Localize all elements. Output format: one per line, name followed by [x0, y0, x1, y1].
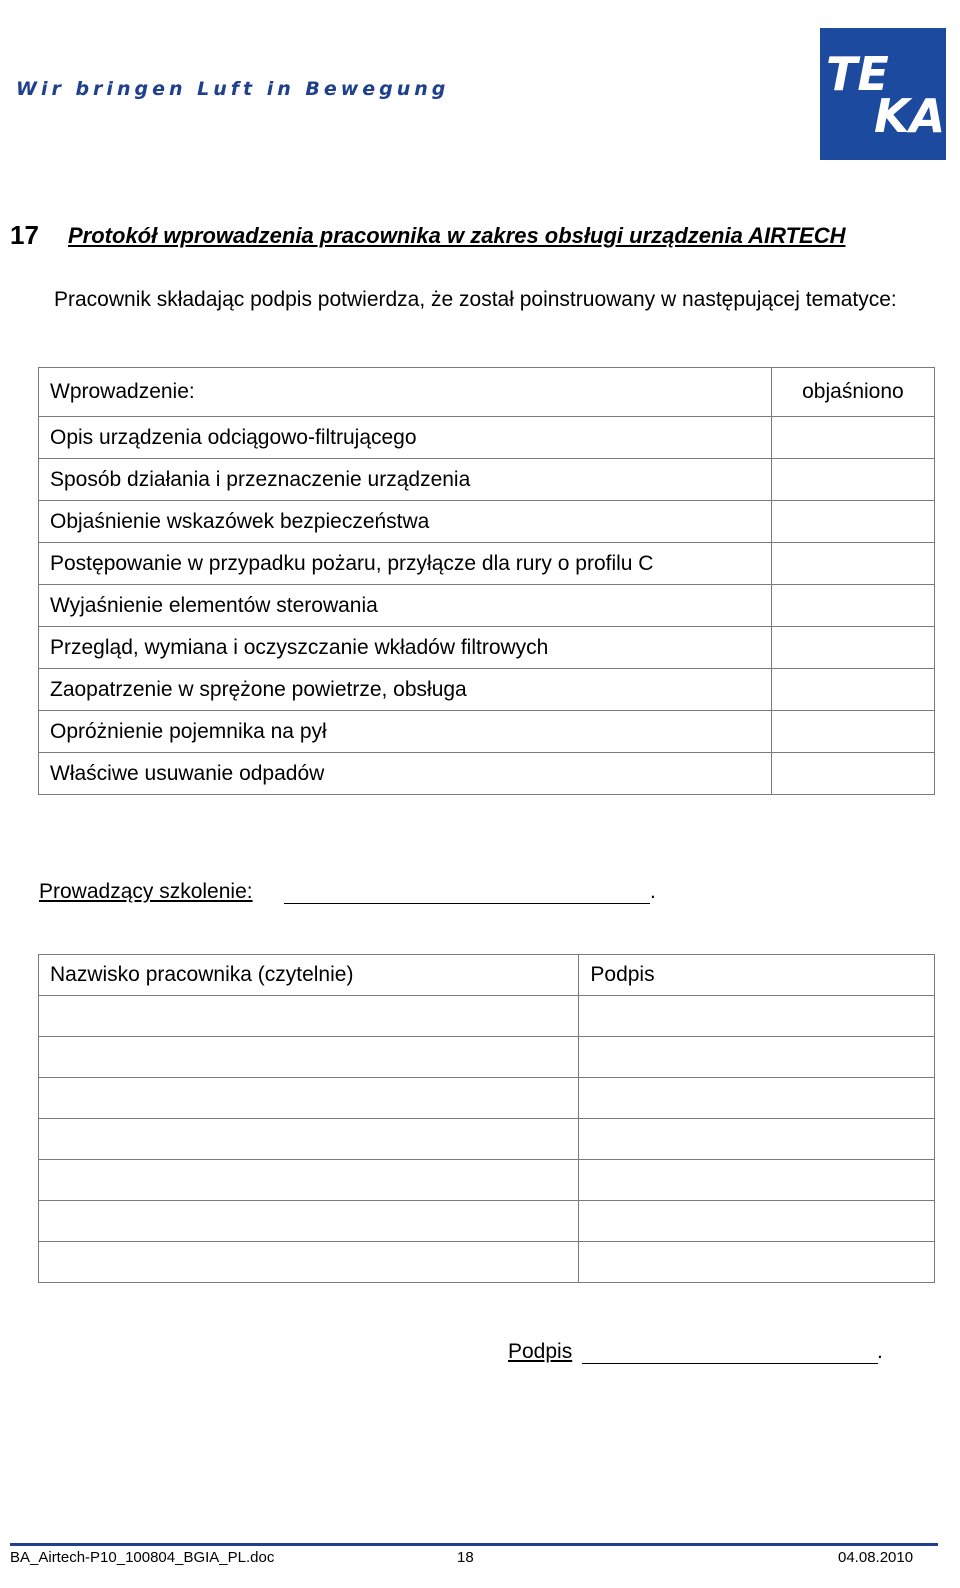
- topic-label: Postępowanie w przypadku pożaru, przyłącze dla rury o profilu C: [39, 543, 772, 585]
- topics-table: [38, 367, 935, 795]
- table-row: [39, 585, 935, 627]
- topic-label: Sposób działania i przeznaczenie urządzenia: [39, 459, 772, 501]
- table-row: [39, 1119, 935, 1160]
- table-row: [39, 753, 935, 795]
- table-row: [39, 1078, 935, 1119]
- employee-signature-cell[interactable]: [579, 1160, 935, 1201]
- employee-name-cell[interactable]: [39, 1078, 579, 1119]
- footer-date: 04.08.2010: [838, 1549, 914, 1566]
- topic-check-cell[interactable]: [771, 669, 934, 711]
- signature-line-end: .: [877, 1340, 883, 1363]
- table-row: [39, 669, 935, 711]
- employee-name-cell[interactable]: [39, 1119, 579, 1160]
- table-row: [39, 1242, 935, 1283]
- table-row: [39, 996, 935, 1037]
- topic-check-cell[interactable]: [771, 585, 934, 627]
- slogan: Wir bringen Luft in Bewegung: [16, 78, 450, 100]
- names-header-row: [39, 955, 935, 996]
- table-row: [39, 459, 935, 501]
- col-signature: Podpis: [579, 955, 935, 996]
- section-number: 17: [10, 220, 39, 250]
- teka-logo-mark: [820, 28, 946, 160]
- employee-signature-cell[interactable]: [579, 996, 935, 1037]
- signature-field[interactable]: [582, 1363, 878, 1364]
- intro-text: Pracownik składając podpis potwierdza, że został poinstruowany w następującej tematyce:: [54, 288, 897, 311]
- table-row: [39, 627, 935, 669]
- employee-signature-cell[interactable]: [579, 1201, 935, 1242]
- trainer-name-field[interactable]: [284, 903, 650, 904]
- topic-check-cell[interactable]: [771, 459, 934, 501]
- signature-label: Podpis: [508, 1340, 573, 1363]
- topic-label: Właściwe usuwanie odpadów: [39, 753, 772, 795]
- topic-check-cell[interactable]: [771, 543, 934, 585]
- table-row: [39, 1201, 935, 1242]
- topic-check-cell[interactable]: [771, 417, 934, 459]
- teka-logo: [820, 28, 946, 160]
- topics-header-row: [39, 368, 935, 417]
- table-row: [39, 501, 935, 543]
- table-row: [39, 711, 935, 753]
- topics-header-right: objaśniono: [771, 368, 934, 417]
- footer-page-number: 18: [457, 1549, 474, 1566]
- topic-label: Objaśnienie wskazówek bezpieczeństwa: [39, 501, 772, 543]
- table-row: [39, 543, 935, 585]
- topic-label: Opis urządzenia odciągowo-filtrującego: [39, 417, 772, 459]
- topic-check-cell[interactable]: [771, 753, 934, 795]
- col-employee-name: Nazwisko pracownika (czytelnie): [39, 955, 579, 996]
- topic-check-cell[interactable]: [771, 627, 934, 669]
- topic-label: Opróżnienie pojemnika na pył: [39, 711, 772, 753]
- footer-filename: BA_Airtech-P10_100804_BGIA_PL.doc: [10, 1549, 275, 1566]
- logo-ka: KA: [874, 89, 946, 143]
- topic-check-cell[interactable]: [771, 501, 934, 543]
- footer-divider: [10, 1543, 938, 1546]
- employee-signature-cell[interactable]: [579, 1037, 935, 1078]
- employee-signature-cell[interactable]: [579, 1119, 935, 1160]
- table-row: [39, 1160, 935, 1201]
- topics-header-left: Wprowadzenie:: [39, 368, 772, 417]
- table-row: [39, 1037, 935, 1078]
- topic-label: Przegląd, wymiana i oczyszczanie wkładów filtrowych: [39, 627, 772, 669]
- trainer-label: Prowadzący szkolenie:: [39, 880, 253, 903]
- employee-name-cell[interactable]: [39, 1037, 579, 1078]
- employee-signature-cell[interactable]: [579, 1078, 935, 1119]
- topic-label: Wyjaśnienie elementów sterowania: [39, 585, 772, 627]
- employee-name-cell[interactable]: [39, 1160, 579, 1201]
- topic-check-cell[interactable]: [771, 711, 934, 753]
- employee-signature-cell[interactable]: [579, 1242, 935, 1283]
- table-row: [39, 417, 935, 459]
- trainer-line-end: .: [650, 880, 656, 903]
- section-title: Protokół wprowadzenia pracownika w zakres obsługi urządzenia AIRTECH: [68, 223, 846, 248]
- employee-names-table: [38, 954, 935, 1283]
- employee-name-cell[interactable]: [39, 1201, 579, 1242]
- topic-label: Zaopatrzenie w sprężone powietrze, obsługa: [39, 669, 772, 711]
- employee-name-cell[interactable]: [39, 1242, 579, 1283]
- employee-name-cell[interactable]: [39, 996, 579, 1037]
- logo-te: TE: [826, 47, 889, 101]
